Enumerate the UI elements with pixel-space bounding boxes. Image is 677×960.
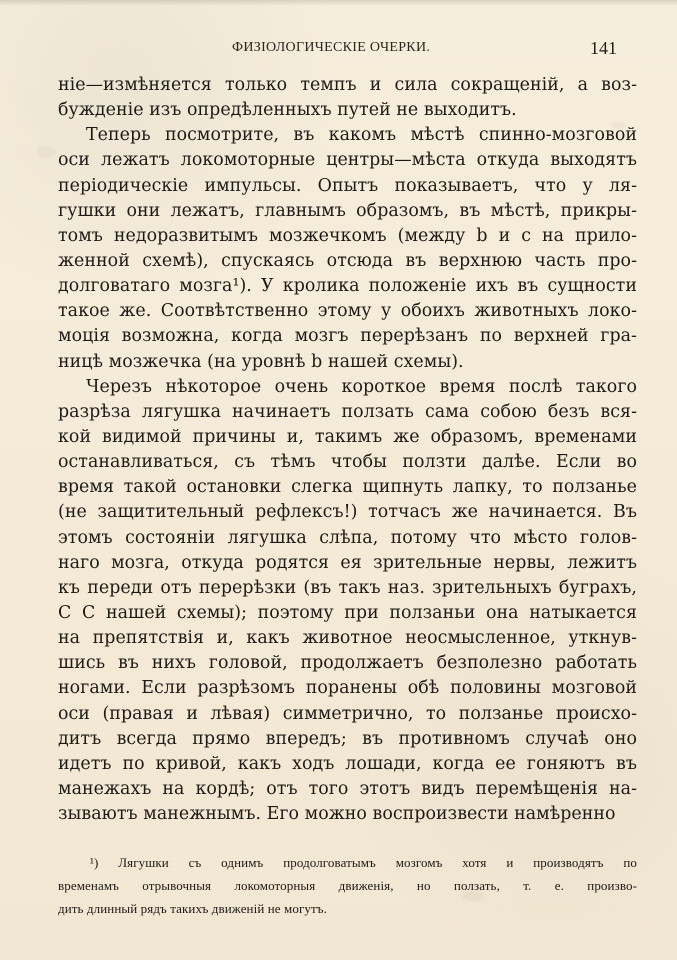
text-line-4: оси лежатъ локомоторные центры—мѣста откуда выходятъ xyxy=(58,150,637,171)
text-line-5: перiодическiе импульсы. Опытъ показываетъ, что у ля- xyxy=(58,175,637,196)
text-line-10: такое же. Соотвѣтственно этому у обоихъ животныхъ локо- xyxy=(58,301,637,322)
text-line-1: нiе—измѣняется только темпъ и сила сокращенiй, а воз- xyxy=(58,75,637,95)
text-line-23: на препятствiя и, какъ животное неосмысленное, уткнув- xyxy=(58,628,637,649)
text-line-2: бужденiе изъ опредѣленныхъ путей не выходитъ. xyxy=(58,100,517,121)
paper-mark-3 xyxy=(612,121,626,130)
text-line-12: ницѣ мозжечка (на уровнѣ b нашей схемы). xyxy=(58,351,464,372)
text-line-13: Черезъ нѣкоторое очень короткое время послѣ такого xyxy=(86,376,637,397)
text-line-21: къ переди отъ перерѣзки (въ такъ наз. зрительныхъ буграхъ, xyxy=(58,577,637,598)
main-text xyxy=(58,73,637,827)
text-line-17: время такой остановки слегка щипнуть лапку, то ползанье xyxy=(58,477,637,498)
text-line-11: моцiя возможна, когда мозгъ перерѣзанъ по верхней гра- xyxy=(58,326,637,347)
footnote-line-2: временамъ отрывочныя локомоторныя движенiя, но ползать, т. е. произво- xyxy=(58,878,637,893)
text-line-28: идетъ по кривой, какъ ходъ лошади, когда ее гоняютъ въ xyxy=(58,753,637,774)
text-line-15: кой видимой причины и, такимъ же образомъ, временами xyxy=(58,426,637,447)
text-line-29: манежахъ на кордѣ; отъ того этотъ видъ перемѣщенiя на- xyxy=(58,778,637,799)
text-line-8: женной схемѣ), спускаясь отсюда въ верхнюю часть про- xyxy=(58,250,637,271)
text-line-9: долговатаго мозга¹). У кролика положенiе ихъ въ сущности xyxy=(58,276,637,297)
page-top-shadow xyxy=(0,0,677,6)
running-head: ФИЗIОЛОГИЧЕСКIЕ ОЧЕРКИ. xyxy=(232,40,431,55)
page-number: 141 xyxy=(590,38,617,58)
text-line-7: томъ недоразвитымъ мозжечкомъ (между b и c на прило- xyxy=(58,225,637,246)
text-line-24: шись въ нихъ головой, продолжаетъ безполезно работать xyxy=(58,653,637,674)
text-line-30: зываютъ манежнымъ. Его можно воспроизвести намѣренно xyxy=(58,804,616,825)
text-line-3: Теперь посмотрите, въ какомъ мѣстѣ спинно-мозговой xyxy=(86,125,637,146)
footnote-line-1: ¹) Лягушки съ однимъ продолговатымъ мозгомъ хотя и производятъ по xyxy=(90,855,637,870)
footnote-line-3: дить длинный рядъ такихъ движенiй не могутъ. xyxy=(58,901,327,916)
paper-mark-1 xyxy=(36,146,56,158)
footnote xyxy=(58,851,637,920)
paper-mark-2 xyxy=(462,891,484,901)
text-line-6: гушки они лежатъ, главнымъ образомъ, въ мѣстѣ, прикры- xyxy=(58,200,637,221)
text-line-25: ногами. Если разрѣзомъ поранены обѣ половины мозговой xyxy=(58,678,637,699)
text-line-20: наго мозга, откуда родятся ея зрительные нервы, лежитъ xyxy=(58,552,637,573)
text-line-19: этомъ состоянiи лягушка слѣпа, потому что мѣсто голов- xyxy=(58,527,637,548)
text-line-26: оси (правая и лѣвая) симметрично, то ползанье происхо- xyxy=(58,703,637,724)
text-line-22: C C нашей схемы); поэтому при ползаньи она натыкается xyxy=(58,602,637,623)
text-line-27: дитъ всегда прямо впередъ; въ противномъ случаѣ оно xyxy=(58,728,637,749)
text-line-14: разрѣза лягушка начинаетъ ползать сама собою безъ вся- xyxy=(58,401,637,422)
text-line-16: останавливаться, съ тѣмъ чтобы ползти далѣе. Если во xyxy=(58,452,637,473)
text-line-18: (не защитительный рефлексъ!) тотчасъ же начинается. Въ xyxy=(58,502,637,523)
